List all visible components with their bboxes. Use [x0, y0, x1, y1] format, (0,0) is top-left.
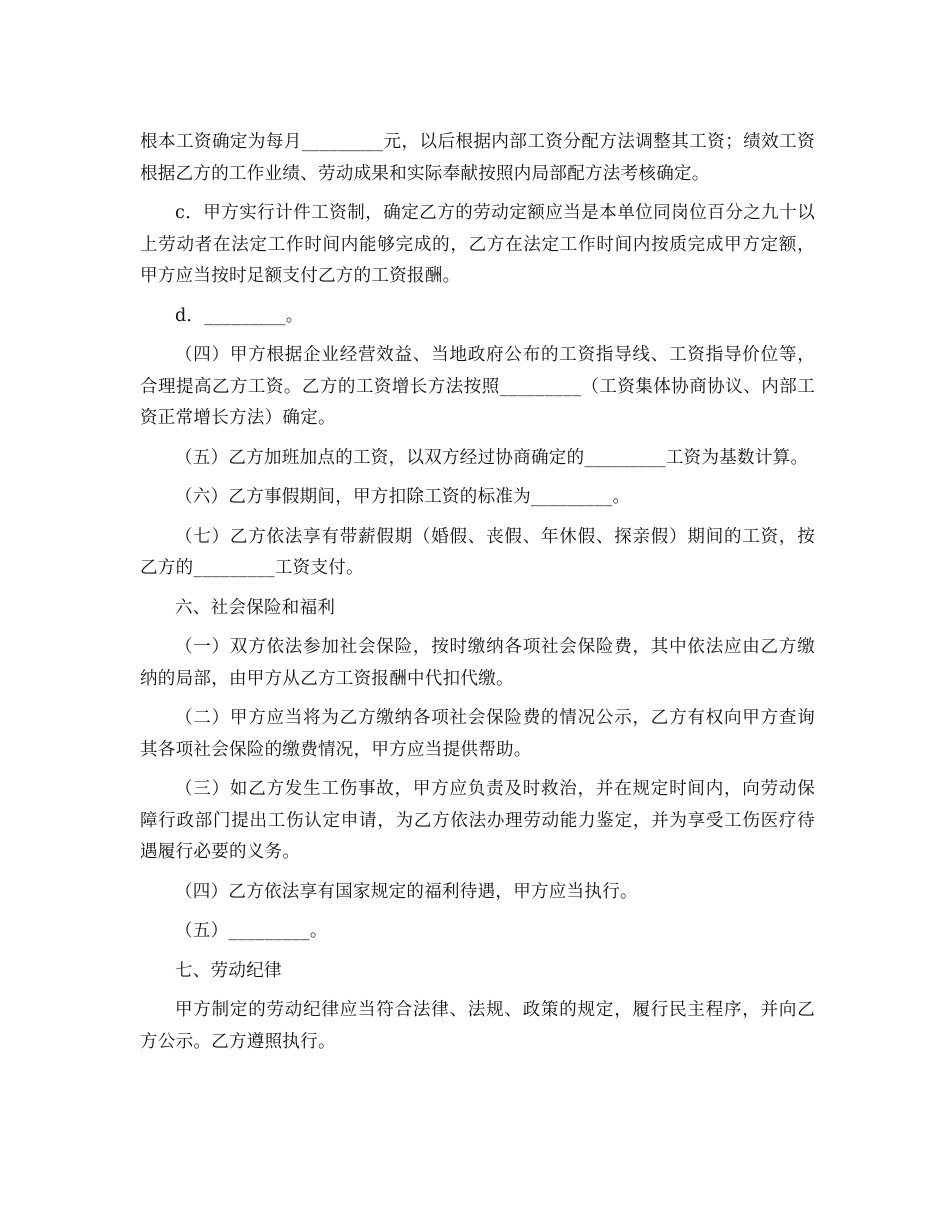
- paragraph-discipline: 甲方制定的劳动纪律应当符合法律、法规、政策的规定，履行民主程序，并向乙方公示。乙方遵照执行。: [140, 1000, 815, 1052]
- paragraph-piece-rate: c．甲方实行计件工资制，确定乙方的劳动定额应当是本单位同岗位百分之九十以上劳动者在法定工作时间内能够完成的，乙方在法定工作时间内按质完成甲方定额，甲方应当按时足额支付乙方的工资报酬。: [140, 203, 815, 286]
- paragraph-overtime-wage: （五）乙方加班加点的工资，以双方经过协商确定的_________工资为基数计算。: [175, 447, 809, 468]
- paragraph-insurance-2: （二）甲方应当将为乙方缴纳各项社会保险费的情况公示，乙方有权向甲方查询其各项社会保险的缴费情况，甲方应当提供帮助。: [140, 708, 815, 760]
- paragraph-item-d: d．_________。: [175, 305, 304, 326]
- paragraph-personal-leave: （六）乙方事假期间，甲方扣除工资的标准为_________。: [175, 487, 631, 507]
- paragraph-wage-increase: （四）甲方根据企业经营效益、当地政府公布的工资指导线、工资指导价位等，合理提高乙方工资。乙方的工资增长方法按照_________（工资集体协商协议、内部工资正常增长方法）确定。: [140, 345, 815, 428]
- section-heading-social-insurance: 六、社会保险和福利: [175, 597, 336, 618]
- paragraph-base-wage: 根本工资确定为每月_________元，以后根据内部工资分配方法调整其工资；绩效工资根据乙方的工作业绩、劳动成果和实际奉献按照内局部配方法考核确定。: [140, 132, 815, 184]
- paragraph-insurance-1: （一）双方依法参加社会保险，按时缴纳各项社会保险费，其中依法应由乙方缴纳的局部，由甲方从乙方工资报酬中代扣代缴。: [140, 637, 815, 689]
- paragraph-insurance-4: （四）乙方依法享有国家规定的福利待遇，甲方应当执行。: [175, 881, 638, 902]
- paragraph-insurance-5: （五）_________。: [175, 921, 328, 941]
- paragraph-paid-leave: （七）乙方依法享有带薪假期（婚假、丧假、年休假、探亲假）期间的工资，按乙方的_________工资支付。: [140, 526, 815, 578]
- section-heading-labor-discipline: 七、劳动纪律: [175, 960, 282, 981]
- paragraph-insurance-3: （三）如乙方发生工伤事故，甲方应负责及时救治，并在规定时间内，向劳动保障行政部门提出工伤认定申请，为乙方依法办理劳动能力鉴定，并为享受工伤医疗待遇履行必要的义务。: [140, 779, 815, 862]
- document-page: [140, 127, 815, 1058]
